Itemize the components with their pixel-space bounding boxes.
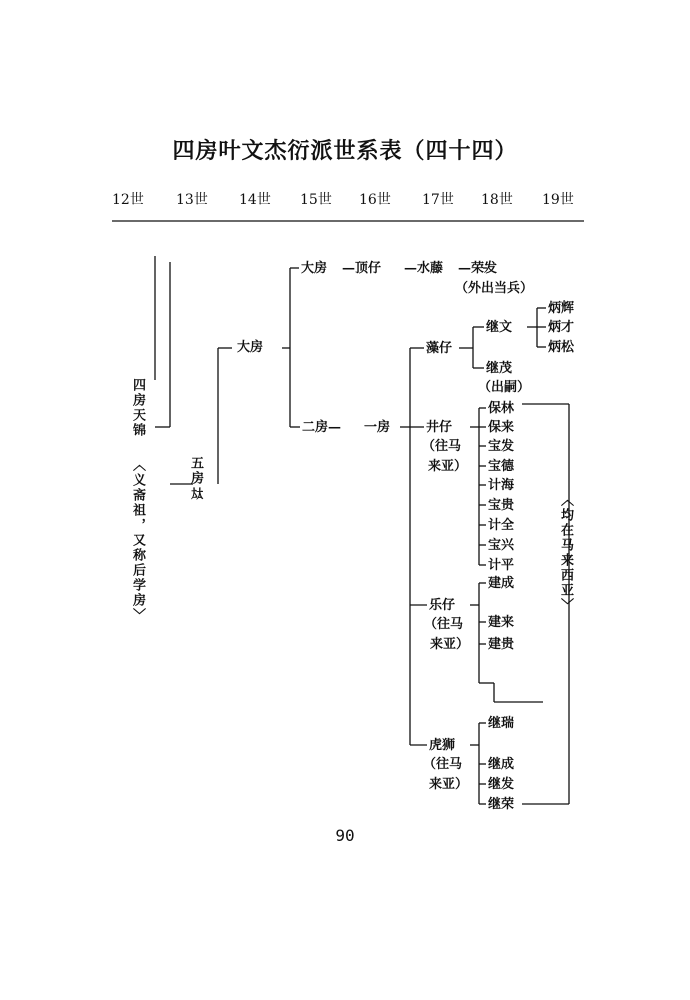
jing-child: 保来 [488, 420, 515, 435]
le-child: 建成 [488, 576, 515, 591]
jiwen-name: 继文 [486, 320, 513, 335]
jing-child: 计全 [488, 518, 515, 533]
hu-child: 继瑞 [488, 716, 515, 731]
malaysia-note: 〈均在马来西亚〉 [558, 493, 573, 613]
generation-14-header: 14世 [239, 192, 271, 208]
jing-name: 井仔 [426, 420, 453, 435]
jing-child: 计海 [488, 478, 515, 493]
le-child: 建贵 [488, 637, 515, 652]
zao-name: 藻仔 [426, 341, 453, 356]
gen16-yifang: 一房 [364, 420, 391, 435]
jing-child: 保林 [488, 401, 515, 416]
jimao-name: 继茂 [486, 361, 513, 376]
gen16-dingzai: —顶仔 [342, 261, 382, 276]
gen14-dafang: 大房 [237, 340, 264, 355]
bingsong-name: 炳松 [548, 340, 575, 355]
jimao-note: （出嗣） [478, 380, 531, 395]
le-note-2: 来亚） [430, 637, 470, 652]
generation-19-header: 19世 [542, 192, 574, 208]
hu-child: 继成 [488, 757, 515, 772]
rongfa-note: （外出当兵） [455, 281, 534, 296]
page-number: 90 [335, 826, 355, 845]
generation-17-header: 17世 [422, 192, 454, 208]
jing-note-1: （往马 [422, 439, 462, 454]
jing-child: 计平 [488, 558, 515, 573]
generation-18-header: 18世 [481, 192, 513, 208]
gen15-dafang: 大房 [301, 261, 328, 276]
hu-name: 虎狮 [429, 738, 456, 753]
gen18-rongfa: —荣发 [458, 261, 498, 276]
generation-13-header: 13世 [176, 192, 208, 208]
generation-12-header: 12世 [112, 192, 144, 208]
binghui-name: 炳辉 [548, 301, 575, 316]
gen12-tianjin: 四房天锦 [130, 378, 145, 438]
hu-note-1: （往马 [423, 757, 463, 772]
le-child: 建来 [488, 615, 515, 630]
hu-child: 继荣 [488, 797, 515, 812]
gen17-shuiteng: —水藤 [404, 261, 444, 276]
jing-child: 宝发 [488, 439, 515, 454]
generation-15-header: 15世 [300, 192, 332, 208]
bingcai-name: 炳才 [548, 320, 575, 335]
le-name: 乐仔 [429, 598, 456, 613]
generation-16-header: 16世 [359, 192, 391, 208]
jing-child: 宝贵 [488, 498, 515, 513]
le-note-1: （往马 [424, 617, 464, 632]
gen13-wufang: 五房𡘋 [188, 456, 203, 501]
gen15-erfang: 二房— [302, 420, 342, 435]
jing-child: 宝兴 [488, 538, 515, 553]
gen12-note: 〈义斋祖，又称后学房〉 [130, 458, 145, 623]
jing-note-2: 来亚） [428, 459, 468, 474]
hu-child: 继发 [488, 777, 515, 792]
page-title: 四房叶文杰衍派世系表（四十四） [172, 138, 518, 164]
hu-note-2: 来亚） [429, 777, 469, 792]
jing-child: 宝德 [488, 459, 515, 474]
